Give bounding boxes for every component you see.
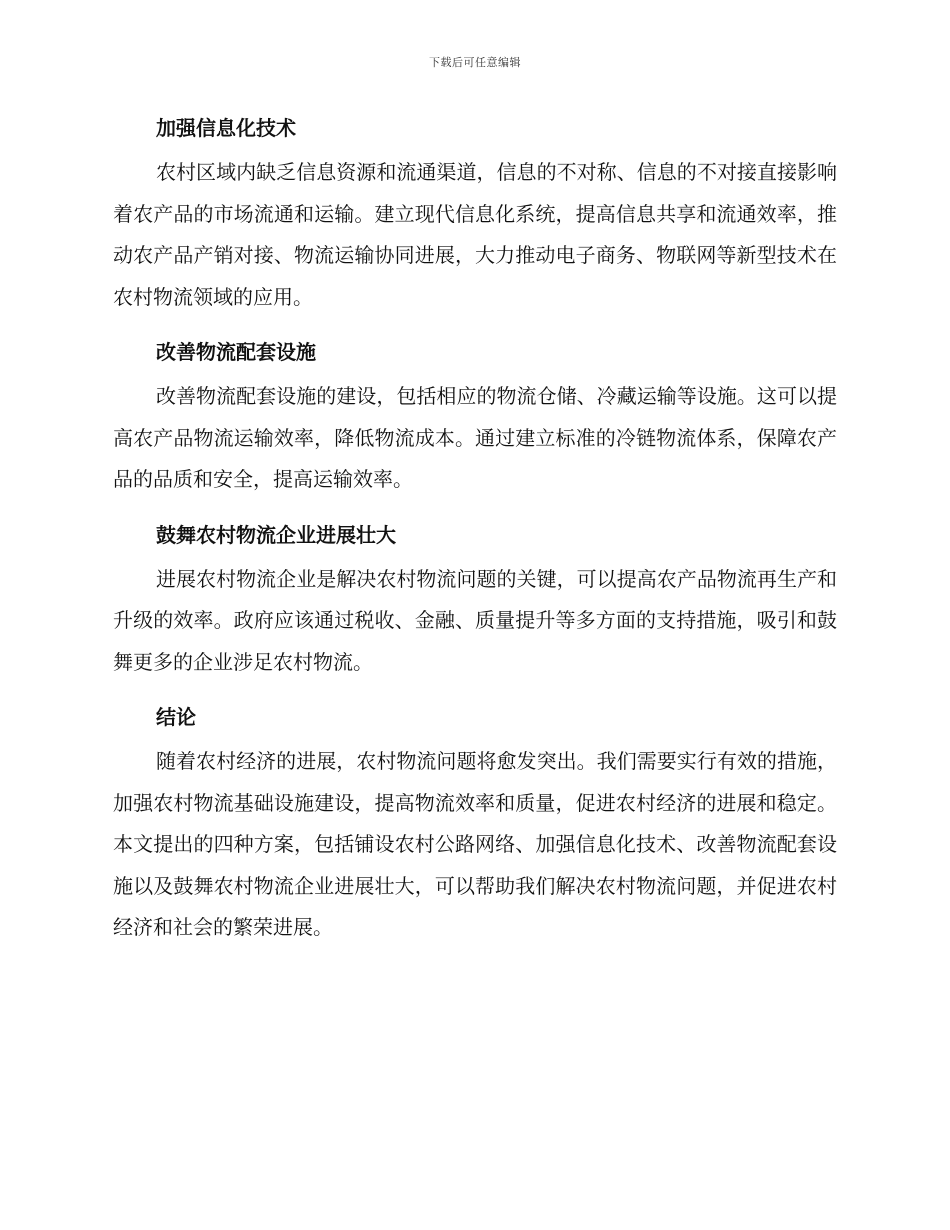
document-body xyxy=(113,104,837,959)
section-paragraph: 改善物流配套设施的建设，包括相应的物流仓储、冷藏运输等设施。这可以提高农产品物流运输效率，降低物流成本。通过建立标准的冷链物流体系，保障农产品的品质和安全，提高运输效率。 xyxy=(113,384,837,491)
section-heading: 结论 xyxy=(156,705,196,729)
section-conclusion xyxy=(113,693,837,949)
section-paragraph: 随着农村经济的进展，农村物流问题将愈发突出。我们需要实行有效的措施，加强农村物流基础设施建设，提高物流效率和质量，促进农村经济的进展和稳定。本文提出的四种方案，包括铺设农村公路网络、加强信息化技术、改善物流配套设施以及鼓舞农村物流企业进展壮大，可以帮助我们解决农村物流问题，并促进农村经济和社会的繁荣进展。 xyxy=(113,749,837,939)
section-paragraph: 进展农村物流企业是解决农村物流问题的关键，可以提高农产品物流再生产和升级的效率。政府应该通过税收、金融、质量提升等多方面的支持措施，吸引和鼓舞更多的企业涉足农村物流。 xyxy=(113,566,837,674)
section-heading: 加强信息化技术 xyxy=(156,116,296,140)
page-header-note: 下载后可任意编辑 xyxy=(429,56,521,69)
section-paragraph: 农村区域内缺乏信息资源和流通渠道，信息的不对称、信息的不对接直接影响着农产品的市场流通和运输。建立现代信息化系统，提高信息共享和流通效率，推动农产品产销对接、物流运输协同进展，大力推动电子商务、物联网等新型技术在农村物流领域的应用。 xyxy=(113,160,837,309)
section-heading: 改善物流配套设施 xyxy=(156,340,316,364)
section-logistics-facilities xyxy=(113,328,837,501)
section-logistics-enterprises xyxy=(113,511,837,684)
section-heading: 鼓舞农村物流企业进展壮大 xyxy=(156,522,396,547)
section-informatization xyxy=(113,104,837,318)
